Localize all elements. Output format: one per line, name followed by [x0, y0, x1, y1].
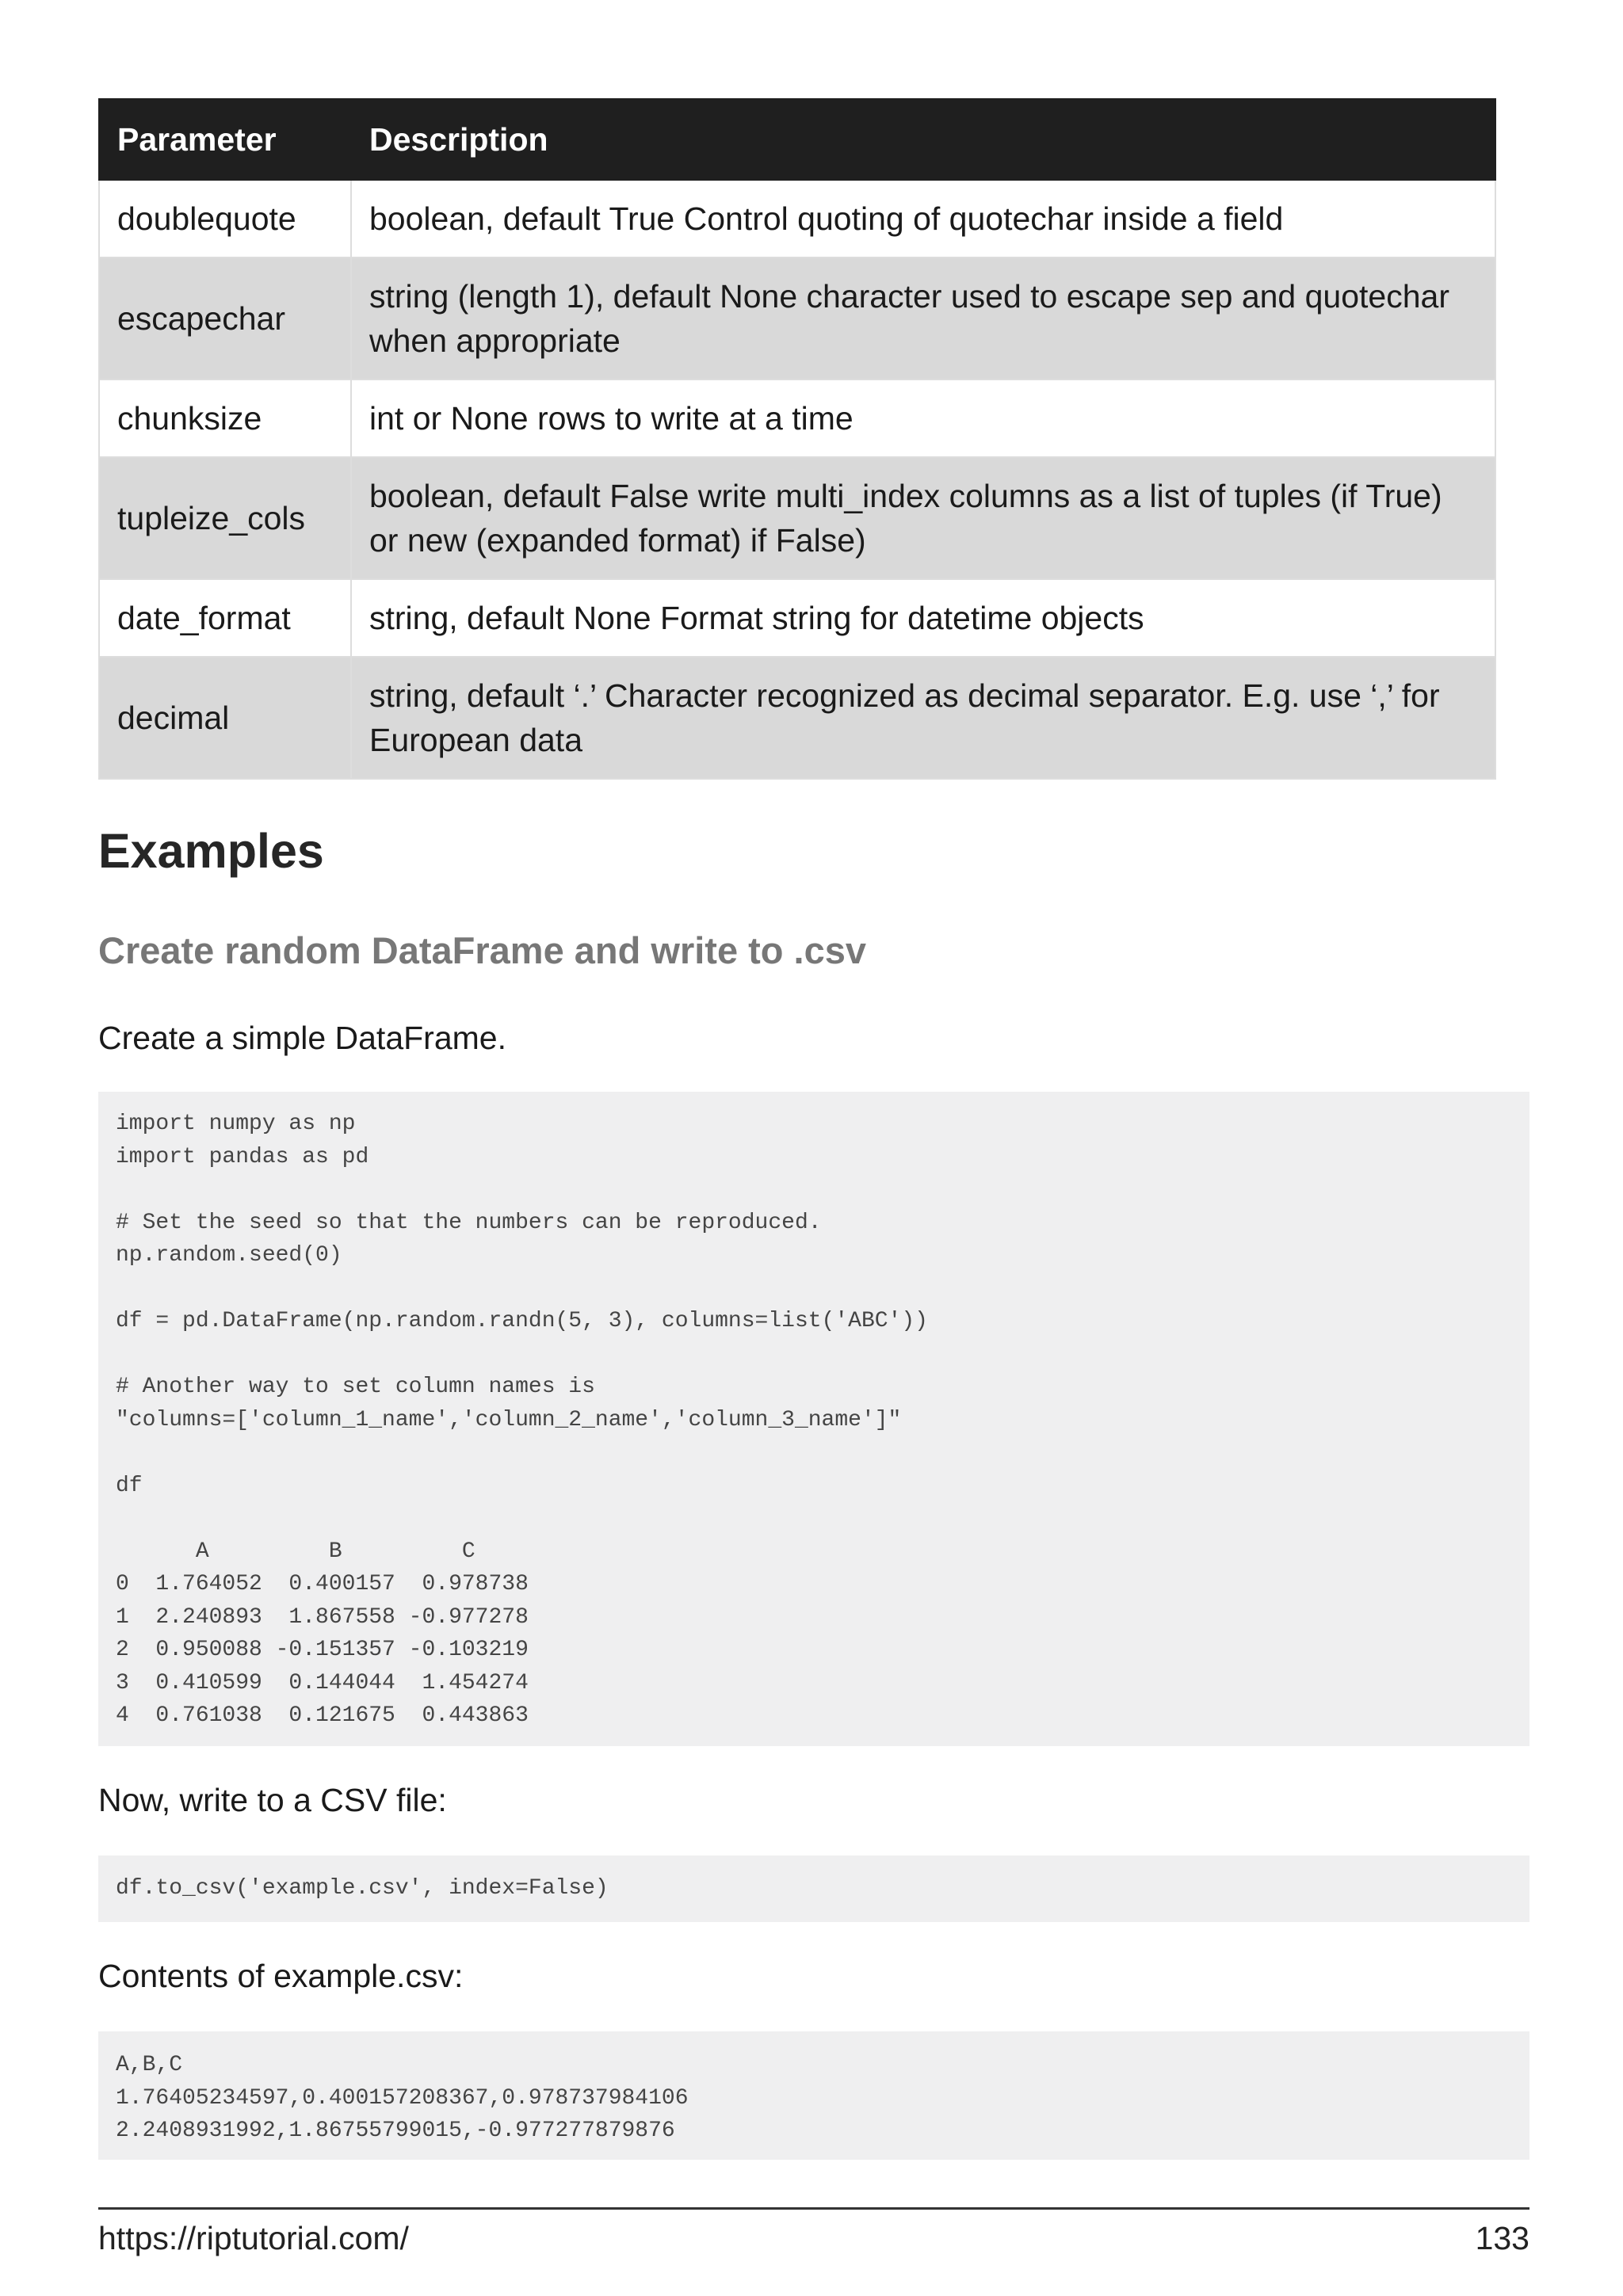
param-description-cell: string, default None Format string for datetime objects — [351, 579, 1495, 657]
param-description-cell: boolean, default False write multi_index columns as a list of tuples (if True) or new (expanded format) if False) — [351, 457, 1495, 579]
code-text: df.to_csv('example.csv', index=False) — [116, 1876, 609, 1901]
table-header-row — [99, 99, 1495, 180]
param-name-cell: escapechar — [99, 257, 351, 379]
column-header-description: Description — [351, 99, 1495, 180]
write-paragraph: Now, write to a CSV file: — [98, 1782, 447, 1818]
table-row — [99, 379, 1495, 457]
param-name-cell: doublequote — [99, 180, 351, 257]
footer-url: https://riptutorial.com/ — [98, 2220, 409, 2256]
column-header-parameter: Parameter — [99, 99, 351, 180]
param-description-cell: string, default ‘.’ Character recognized as decimal separator. E.g. use ‘,’ for European data — [351, 657, 1495, 779]
table-row — [99, 180, 1495, 257]
code-block-dataframe — [98, 1092, 1529, 1746]
param-name-cell: tupleize_cols — [99, 457, 351, 579]
table-row — [99, 579, 1495, 657]
examples-heading: Examples — [98, 824, 324, 878]
table-row — [99, 457, 1495, 579]
param-description-cell: boolean, default True Control quoting of quotechar inside a field — [351, 180, 1495, 257]
param-name-cell: chunksize — [99, 379, 351, 457]
contents-paragraph: Contents of example.csv: — [98, 1958, 464, 1994]
param-description-cell: int or None rows to write at a time — [351, 379, 1495, 457]
param-name-cell: decimal — [99, 657, 351, 779]
param-name-cell: date_format — [99, 579, 351, 657]
parameter-table — [98, 98, 1496, 780]
code-block-to-csv — [98, 1855, 1529, 1922]
footer-divider — [98, 2207, 1529, 2210]
code-text: import numpy as np import pandas as pd # Set the seed so that the numbers can be reproduced. np.random.seed(0) df = pd.DataFrame(np.random.randn(5, 3), columns=list('ABC')) # Another way to set column names is "columns=['column_1_name','column_2_name','column_3_name']" df A B C 0 1.764052 0.400157 0.978738 1 2.240893 1.867558 -0.977278 2 0.950088 -0.151357 -0.103219 3 0.410599 0.144044 1.454274 4 0.761038 0.121675 0.443863 — [116, 1112, 928, 1728]
table-row — [99, 657, 1495, 779]
page-number: 133 — [1475, 2220, 1529, 2256]
section-subheading: Create random DataFrame and write to .csv — [98, 929, 867, 971]
table-row — [99, 257, 1495, 379]
intro-paragraph: Create a simple DataFrame. — [98, 1020, 506, 1056]
param-description-cell: string (length 1), default None character used to escape sep and quotechar when appropriate — [351, 257, 1495, 379]
code-text: A,B,C 1.76405234597,0.400157208367,0.978737984106 2.2408931992,1.86755799015,-0.977277879876 — [116, 2053, 689, 2143]
code-block-csv-contents — [98, 2031, 1529, 2160]
